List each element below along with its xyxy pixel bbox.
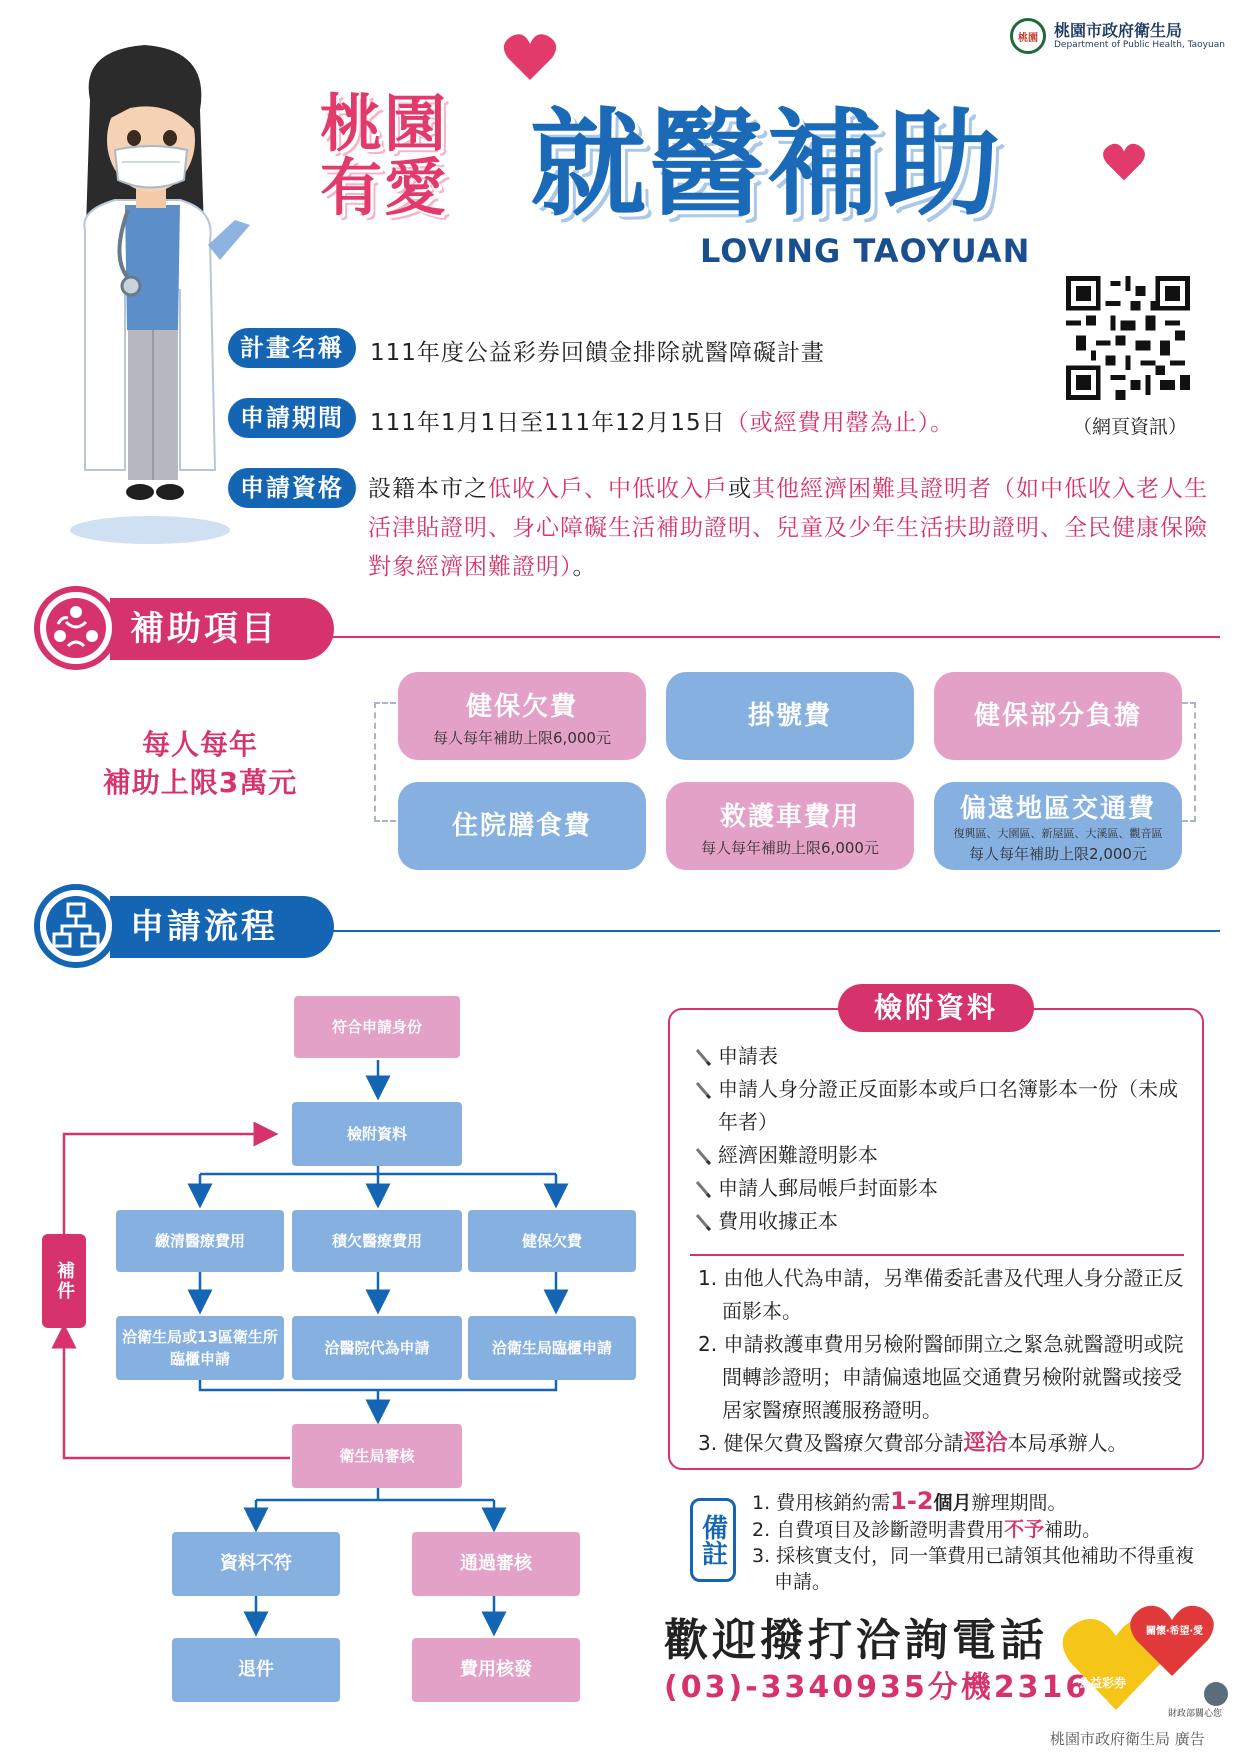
team-icon bbox=[34, 586, 118, 670]
flowchart-icon bbox=[34, 884, 118, 968]
flow-fail: 資料不符 bbox=[172, 1532, 340, 1596]
period-end: 。 bbox=[930, 410, 955, 436]
remarks-list bbox=[752, 1488, 1212, 1595]
qr-label: （網頁資訊） bbox=[1072, 416, 1187, 438]
item-sub: 每人每年補助上限2,000元 bbox=[969, 845, 1147, 863]
title-line1: 桃園 bbox=[320, 87, 449, 160]
remark-item bbox=[752, 1516, 1212, 1543]
elig-part: 其他經濟困難具證明者（如中低收入老人生 活津貼證明、身心障礙生活補助證明、兒童及少年生活扶助證明、全民健康保險對象經濟困難證明） bbox=[368, 476, 1208, 580]
department-seal-icon: 桃園 bbox=[1010, 18, 1046, 54]
department-header bbox=[1010, 16, 1230, 56]
page-title-en: LOVING TAOYUAN bbox=[700, 232, 1031, 270]
qr-code-icon[interactable] bbox=[1066, 276, 1190, 400]
item-title: 住院膳食費 bbox=[451, 811, 592, 841]
item-registration-fee bbox=[666, 672, 914, 760]
remarks-label: 備註 bbox=[690, 1498, 736, 1582]
limit-line2: 補助上限3萬元 bbox=[102, 766, 298, 799]
flow-apply-center: 洽衛生局或13區衛生所臨櫃申請 bbox=[116, 1316, 284, 1380]
documents-title: 檢附資料 bbox=[838, 984, 1034, 1032]
remark-part: 補助。 bbox=[1044, 1519, 1102, 1541]
document-item: 經濟困難證明影本 bbox=[718, 1143, 878, 1167]
item-tiny: 復興區、大園區、新屋區、大溪區、觀音區 bbox=[953, 827, 1163, 840]
hotline-title: 歡迎撥打洽詢電話 bbox=[664, 1615, 1048, 1666]
section-title-process: 申請流程 bbox=[110, 896, 334, 958]
flow-pass: 通過審核 bbox=[412, 1532, 580, 1596]
period-dates: 111年1月1日至111年12月15日 bbox=[370, 410, 726, 436]
flow-step-eligible: 符合申請身份 bbox=[294, 996, 460, 1058]
flow-branch-nhi: 健保欠費 bbox=[468, 1210, 636, 1272]
remark-part: 2. 自費項目及診斷證明書費用 bbox=[752, 1519, 1005, 1541]
elig-part: 設籍本市之 bbox=[368, 476, 488, 502]
page-title: 就醫補助 bbox=[530, 97, 1002, 232]
title-left bbox=[320, 87, 520, 224]
document-item: 費用收據正本 bbox=[718, 1209, 838, 1233]
period-note: （或經費用罄為止） bbox=[725, 410, 931, 436]
note-item bbox=[698, 1427, 1184, 1460]
remark-part: 個月 bbox=[933, 1492, 972, 1514]
elig-part: 低收入戶、中低收入戶 bbox=[488, 476, 728, 502]
remark-emphasis: 1-2 bbox=[890, 1487, 934, 1515]
item-remote-transport bbox=[934, 782, 1182, 870]
remark-part: 辦理期間。 bbox=[971, 1492, 1067, 1514]
list-item bbox=[692, 1172, 1192, 1205]
pencil-icon bbox=[694, 1081, 712, 1099]
item-hospital-meal bbox=[398, 782, 646, 870]
documents-list bbox=[692, 1040, 1192, 1238]
remark-item bbox=[752, 1488, 1212, 1516]
flow-review: 衛生局審核 bbox=[292, 1424, 462, 1488]
item-title: 偏遠地區交通費 bbox=[959, 794, 1156, 824]
section-title-subsidy: 補助項目 bbox=[110, 598, 334, 660]
item-ambulance bbox=[666, 782, 914, 870]
flow-grant: 費用核發 bbox=[412, 1638, 580, 1702]
item-title: 掛號費 bbox=[747, 701, 832, 731]
flow-apply-counter: 洽衛生局臨櫃申請 bbox=[468, 1316, 636, 1380]
elig-part: 。 bbox=[572, 554, 597, 580]
item-sub: 每人每年補助上限6,000元 bbox=[701, 839, 879, 857]
period-label: 申請期間 bbox=[228, 398, 356, 438]
remark-emphasis: 不予 bbox=[1004, 1517, 1045, 1541]
item-title: 健保欠費 bbox=[465, 692, 578, 722]
documents-divider bbox=[690, 1254, 1184, 1256]
flow-supplement: 補件 bbox=[42, 1234, 86, 1328]
item-sub: 每人每年補助上限6,000元 bbox=[433, 729, 611, 747]
lottery-badge bbox=[1056, 1592, 1232, 1719]
department-name: 桃園市政府衛生局 bbox=[1054, 21, 1183, 40]
section-divider bbox=[330, 930, 1220, 932]
item-copayment bbox=[934, 672, 1182, 760]
department-name-en: Department of Public Health, Taoyuan bbox=[1054, 40, 1225, 50]
pencil-icon bbox=[694, 1213, 712, 1231]
note-part: 本局承辦人。 bbox=[1007, 1431, 1128, 1455]
pencil-icon bbox=[694, 1180, 712, 1198]
note-item: 1. 由他人代為申請，另準備委託書及代理人身分證正反面影本。 bbox=[698, 1266, 1184, 1323]
flow-branch-paid: 繳清醫療費用 bbox=[116, 1210, 284, 1272]
lottery-heart-icon bbox=[1056, 1592, 1232, 1716]
lottery-badge-text: 公益彩券 bbox=[1078, 1676, 1127, 1690]
pencil-icon bbox=[694, 1048, 712, 1066]
flow-branch-owed: 積欠醫療費用 bbox=[292, 1210, 462, 1272]
section-divider bbox=[330, 636, 1220, 638]
heart-icon bbox=[1100, 140, 1148, 184]
flow-return: 退件 bbox=[172, 1638, 340, 1702]
period-value bbox=[370, 404, 954, 437]
limit-line1: 每人每年 bbox=[141, 728, 258, 761]
list-item bbox=[692, 1073, 1192, 1139]
remark-part: 1. 費用核銷約需 bbox=[752, 1492, 891, 1514]
document-item: 申請表 bbox=[718, 1044, 778, 1068]
phone-number[interactable]: (03)-3340935分機2316 bbox=[664, 1670, 1090, 1705]
ministry-text: 財政部關心您 bbox=[1168, 1709, 1223, 1719]
plan-value: 111年度公益彩券回饋金排除就醫障礙計畫 bbox=[370, 340, 825, 366]
flow-apply-hospital: 洽醫院代為申請 bbox=[292, 1316, 462, 1380]
note-item: 2. 申請救護車費用另檢附醫師開立之緊急就醫證明或院間轉診證明；申請偏遠地區交通費另檢附就醫或接受居家醫療照護服務證明。 bbox=[698, 1332, 1184, 1422]
lottery-slogan: 關懷‧希望‧愛 bbox=[1146, 1626, 1203, 1637]
list-item bbox=[692, 1205, 1192, 1238]
documents-notes bbox=[698, 1262, 1184, 1460]
subsidy-limit bbox=[80, 726, 320, 802]
document-item: 申請人郵局帳戶封面影本 bbox=[718, 1176, 938, 1200]
eligibility-label: 申請資格 bbox=[228, 468, 356, 508]
item-title: 健保部分負擔 bbox=[973, 701, 1142, 731]
heart-icon bbox=[500, 30, 560, 84]
note-part: 3. 健保欠費及醫療欠費部分請 bbox=[698, 1431, 964, 1455]
flow-step-documents: 檢附資料 bbox=[292, 1102, 462, 1166]
eligibility-text bbox=[368, 470, 1228, 587]
item-title: 救護車費用 bbox=[719, 802, 860, 832]
plan-label: 計畫名稱 bbox=[228, 328, 356, 368]
pencil-icon bbox=[694, 1147, 712, 1165]
title-line2: 有愛 bbox=[320, 151, 449, 224]
remark-item: 3. 採核實支付，同一筆費用已請領其他補助不得重複申請。 bbox=[752, 1545, 1195, 1593]
list-item bbox=[692, 1139, 1192, 1172]
note-emphasis: 逕洽 bbox=[963, 1431, 1008, 1456]
elig-part: 或 bbox=[728, 476, 752, 502]
item-nhi-arrears bbox=[398, 672, 646, 760]
document-item: 申請人身分證正反面影本或戶口名簿影本一份（未成年者） bbox=[718, 1077, 1178, 1134]
footer-credit: 桃園市政府衛生局 廣告 bbox=[1050, 1730, 1205, 1748]
list-item bbox=[692, 1040, 1192, 1073]
